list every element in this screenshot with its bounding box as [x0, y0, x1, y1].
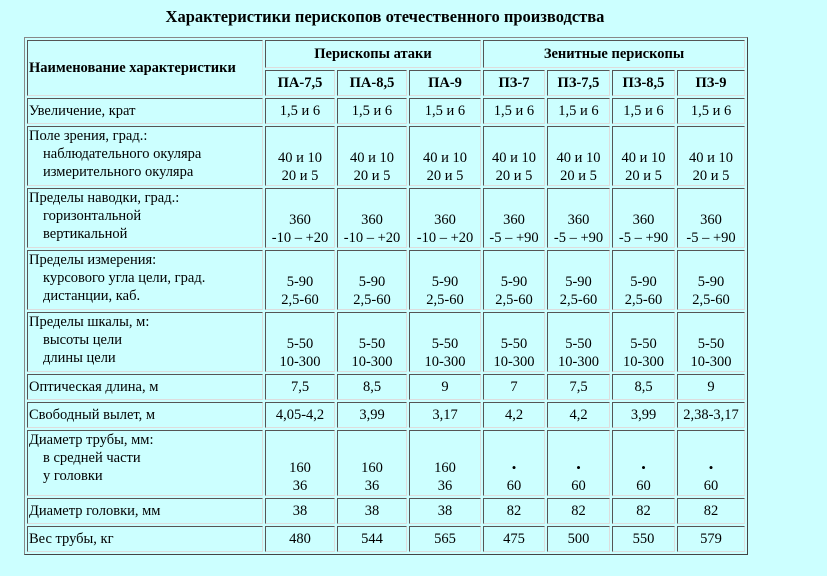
value-cell — [547, 430, 610, 496]
row-label — [27, 430, 263, 496]
value-cell — [612, 526, 675, 552]
cell-value: 38 — [364, 503, 380, 519]
bullet-marker: • — [708, 460, 714, 475]
cell-value: 2,5-60 — [624, 292, 663, 308]
cell-value: 5-90 — [697, 274, 725, 290]
header-model: ПЗ-7,5 — [547, 70, 610, 96]
row-label-sub: высоты цели — [43, 332, 122, 348]
value-cell — [612, 402, 675, 428]
value-cell — [612, 374, 675, 400]
cell-value: 5-90 — [565, 274, 592, 290]
cell-value: -5 – +90 — [553, 230, 604, 246]
cell-value: 2,5-60 — [559, 292, 598, 308]
value-cell — [265, 374, 335, 400]
cell-value: 3,99 — [630, 407, 657, 423]
value-cell — [265, 526, 335, 552]
cell-value: 9 — [441, 379, 449, 395]
cell-value: 40 и 10 — [491, 150, 536, 166]
cell-value: 82 — [703, 503, 719, 519]
value-cell — [337, 374, 407, 400]
bullet-marker: • — [576, 460, 581, 475]
value-cell — [483, 498, 545, 524]
value-cell — [547, 402, 610, 428]
value-cell — [337, 526, 407, 552]
row-label-sub: наблюдательного окуляра — [43, 146, 202, 162]
cell-value: 20 и 5 — [625, 168, 662, 184]
header-row-groups — [27, 40, 745, 68]
cell-value: 10-300 — [424, 354, 466, 370]
cell-value: 579 — [700, 531, 722, 547]
row-label-sub: длины цели — [43, 350, 116, 366]
row-label-main: Свободный вылет, м — [29, 407, 156, 423]
cell-value: 20 и 5 — [426, 168, 464, 184]
cell-value: 60 — [703, 478, 719, 494]
cell-value: -10 – +20 — [343, 230, 401, 246]
table-row — [27, 526, 745, 552]
value-cell — [265, 98, 335, 124]
cell-value: 500 — [567, 531, 590, 547]
cell-value: 20 и 5 — [495, 168, 533, 184]
value-cell — [265, 188, 335, 248]
value-cell — [547, 312, 610, 372]
value-cell — [547, 98, 610, 124]
value-cell — [265, 250, 335, 310]
value-cell — [612, 250, 675, 310]
cell-value: 2,5-60 — [281, 292, 319, 308]
cell-value: 20 и 5 — [281, 168, 319, 184]
cell-value: 36 — [292, 478, 308, 494]
value-cell — [409, 498, 481, 524]
value-cell — [612, 312, 675, 372]
page-title: Характеристики перископов отечественного производства — [165, 7, 605, 26]
cell-value: 82 — [506, 503, 522, 519]
row-label-sub: у головки — [43, 468, 103, 484]
value-cell — [677, 126, 745, 186]
cell-value: 360 — [503, 212, 525, 228]
value-cell — [409, 312, 481, 372]
cell-value: 60 — [506, 478, 522, 494]
cell-value: 1,5 и 6 — [558, 103, 599, 119]
value-cell — [677, 312, 745, 372]
value-cell — [483, 126, 545, 186]
value-cell — [483, 430, 545, 496]
value-cell — [547, 498, 610, 524]
row-label — [27, 250, 263, 310]
value-cell — [337, 250, 407, 310]
cell-value: 360 — [700, 212, 722, 228]
value-cell — [337, 498, 407, 524]
cell-value: 3,99 — [359, 407, 385, 423]
value-cell — [547, 374, 610, 400]
value-cell — [677, 98, 745, 124]
value-cell — [337, 126, 407, 186]
value-cell — [337, 430, 407, 496]
header-group-attack: Перископы атаки — [265, 40, 481, 68]
cell-value: 4,05-4,2 — [275, 407, 325, 423]
table-row — [27, 498, 745, 524]
header-group-antiair: Зенитные перископы — [483, 40, 745, 68]
value-cell — [612, 126, 675, 186]
value-cell — [547, 188, 610, 248]
value-cell — [483, 312, 545, 372]
cell-value: -10 – +20 — [271, 230, 329, 246]
cell-value: 40 и 10 — [556, 150, 601, 166]
cell-value: 7 — [510, 379, 518, 395]
header-model: ПА-8,5 — [337, 70, 407, 96]
value-cell — [409, 430, 481, 496]
bullet-marker: • — [641, 460, 646, 475]
cell-value: 10-300 — [557, 354, 600, 370]
value-cell — [265, 402, 335, 428]
row-label-main: Вес трубы, кг — [29, 531, 114, 547]
cell-value: 480 — [289, 531, 311, 547]
cell-value: 1,5 и 6 — [351, 103, 393, 119]
cell-value: 10-300 — [279, 354, 321, 370]
cell-value: 1,5 и 6 — [279, 103, 321, 119]
cell-value: 2,5-60 — [353, 292, 391, 308]
cell-value: 10-300 — [622, 354, 665, 370]
row-label-main: Увеличение, крат — [29, 103, 136, 119]
row-label — [27, 526, 263, 552]
cell-value: 1,5 и 6 — [690, 103, 732, 119]
cell-value: 10-300 — [351, 354, 393, 370]
table-row — [27, 402, 745, 428]
row-label — [27, 402, 263, 428]
cell-value: 1,5 и 6 — [623, 103, 664, 119]
cell-value: 4,2 — [569, 407, 588, 423]
header-model: ПЗ-8,5 — [612, 70, 675, 96]
row-label-sub: в средней части — [43, 450, 141, 466]
cell-value: 5-50 — [630, 336, 657, 352]
cell-value: 550 — [632, 531, 655, 547]
cell-value: 7,5 — [569, 379, 588, 395]
value-cell — [265, 430, 335, 496]
cell-value: 160 — [361, 460, 383, 476]
value-cell — [265, 126, 335, 186]
value-cell — [409, 126, 481, 186]
value-cell — [337, 98, 407, 124]
value-cell — [265, 498, 335, 524]
value-cell — [677, 402, 745, 428]
cell-value: 5-50 — [431, 336, 459, 352]
value-cell — [677, 250, 745, 310]
cell-value: 3,17 — [432, 407, 458, 423]
value-cell — [612, 430, 675, 496]
row-label — [27, 374, 263, 400]
cell-value: 5-50 — [358, 336, 386, 352]
value-cell — [337, 312, 407, 372]
cell-value: 60 — [571, 478, 586, 494]
cell-value: 10-300 — [493, 354, 535, 370]
cell-value: 1,5 и 6 — [424, 103, 466, 119]
value-cell — [265, 312, 335, 372]
cell-value: 38 — [437, 503, 453, 519]
table-row — [27, 126, 745, 186]
table-row — [27, 312, 745, 372]
cell-value: 7,5 — [290, 379, 310, 395]
cell-value: 2,5-60 — [692, 292, 730, 308]
value-cell — [483, 526, 545, 552]
row-label-sub: дистанции, каб. — [43, 288, 141, 304]
cell-value: 5-50 — [697, 336, 725, 352]
cell-value: 5-50 — [286, 336, 314, 352]
cell-value: 2,5-60 — [426, 292, 464, 308]
cell-value: 5-50 — [565, 336, 592, 352]
cell-value: 544 — [361, 531, 383, 547]
value-cell — [409, 374, 481, 400]
value-cell — [612, 498, 675, 524]
cell-value: 160 — [434, 460, 456, 476]
cell-value: 475 — [503, 531, 525, 547]
header-model: ПЗ-7 — [483, 70, 545, 96]
header-model: ПА-9 — [409, 70, 481, 96]
row-label-main: Пределы наводки, град.: — [29, 190, 180, 206]
cell-value: 5-90 — [431, 274, 459, 290]
cell-value: -5 – +90 — [618, 230, 669, 246]
row-label-main: Пределы шкалы, м: — [29, 314, 150, 330]
cell-value: 160 — [289, 460, 311, 476]
row-label-sub: горизонтальной — [43, 208, 142, 224]
cell-value: 565 — [434, 531, 456, 547]
value-cell — [409, 188, 481, 248]
cell-value: 40 и 10 — [422, 150, 467, 166]
row-label-main: Диаметр трубы, мм: — [29, 432, 154, 448]
characteristics-table — [24, 37, 748, 555]
cell-value: 2,5-60 — [495, 292, 533, 308]
cell-value: 5-90 — [630, 274, 657, 290]
row-label — [27, 498, 263, 524]
cell-value: 40 и 10 — [689, 150, 734, 166]
value-cell — [677, 526, 745, 552]
value-cell — [547, 126, 610, 186]
value-cell — [547, 526, 610, 552]
row-label-main: Оптическая длина, м — [29, 379, 159, 395]
header-model: ПЗ-9 — [677, 70, 745, 96]
cell-value: 20 и 5 — [692, 168, 730, 184]
cell-value: 40 и 10 — [349, 150, 394, 166]
cell-value: 40 и 10 — [621, 150, 666, 166]
value-cell — [677, 430, 745, 496]
cell-value: 20 и 5 — [560, 168, 597, 184]
value-cell — [612, 188, 675, 248]
cell-value: 4,2 — [504, 407, 524, 423]
cell-value: 360 — [361, 212, 383, 228]
cell-value: 360 — [434, 212, 456, 228]
cell-value: 40 и 10 — [277, 150, 322, 166]
cell-value: -5 – +90 — [489, 230, 539, 246]
table-row — [27, 430, 745, 496]
cell-value: 38 — [292, 503, 308, 519]
value-cell — [612, 98, 675, 124]
value-cell — [483, 98, 545, 124]
row-label-sub: измерительного окуляра — [43, 164, 194, 180]
row-label — [27, 98, 263, 124]
cell-value: 5-50 — [500, 336, 528, 352]
row-label-main: Поле зрения, град.: — [29, 128, 148, 144]
cell-value: 5-90 — [500, 274, 528, 290]
cell-value: 60 — [636, 478, 651, 494]
value-cell — [677, 498, 745, 524]
cell-value: 82 — [571, 503, 586, 519]
cell-value: 1,5 и 6 — [493, 103, 535, 119]
value-cell — [409, 250, 481, 310]
table-row — [27, 98, 745, 124]
table-row — [27, 374, 745, 400]
value-cell — [337, 402, 407, 428]
row-label-sub: вертикальной — [43, 226, 128, 242]
cell-value: 5-90 — [358, 274, 386, 290]
row-label — [27, 188, 263, 248]
table-row — [27, 250, 745, 310]
bullet-marker: • — [511, 460, 517, 475]
cell-value: 10-300 — [690, 354, 732, 370]
cell-value: 8,5 — [362, 379, 382, 395]
value-cell — [547, 250, 610, 310]
cell-value: 360 — [567, 212, 590, 228]
row-label — [27, 312, 263, 372]
cell-value: 360 — [632, 212, 655, 228]
cell-value: 36 — [364, 478, 380, 494]
header-model: ПА-7,5 — [265, 70, 335, 96]
value-cell — [483, 188, 545, 248]
header-characteristic: Наименование характеристики — [27, 40, 263, 96]
value-cell — [677, 188, 745, 248]
cell-value: -10 – +20 — [416, 230, 474, 246]
cell-value: 82 — [636, 503, 651, 519]
row-label-main: Диаметр головки, мм — [29, 503, 161, 519]
value-cell — [409, 402, 481, 428]
value-cell — [409, 98, 481, 124]
value-cell — [337, 188, 407, 248]
cell-value: 360 — [289, 212, 311, 228]
cell-value: -5 – +90 — [686, 230, 736, 246]
cell-value: 8,5 — [634, 379, 653, 395]
value-cell — [677, 374, 745, 400]
cell-value: 20 и 5 — [353, 168, 391, 184]
row-label — [27, 126, 263, 186]
value-cell — [409, 526, 481, 552]
value-cell — [483, 374, 545, 400]
cell-value: 36 — [437, 478, 453, 494]
cell-value: 9 — [707, 379, 715, 395]
cell-value: 5-90 — [286, 274, 314, 290]
value-cell — [483, 402, 545, 428]
table-row — [27, 188, 745, 248]
row-label-sub: курсового угла цели, град. — [43, 270, 206, 286]
row-label-main: Пределы измерения: — [29, 252, 157, 268]
cell-value: 2,38-3,17 — [683, 407, 739, 423]
value-cell — [483, 250, 545, 310]
